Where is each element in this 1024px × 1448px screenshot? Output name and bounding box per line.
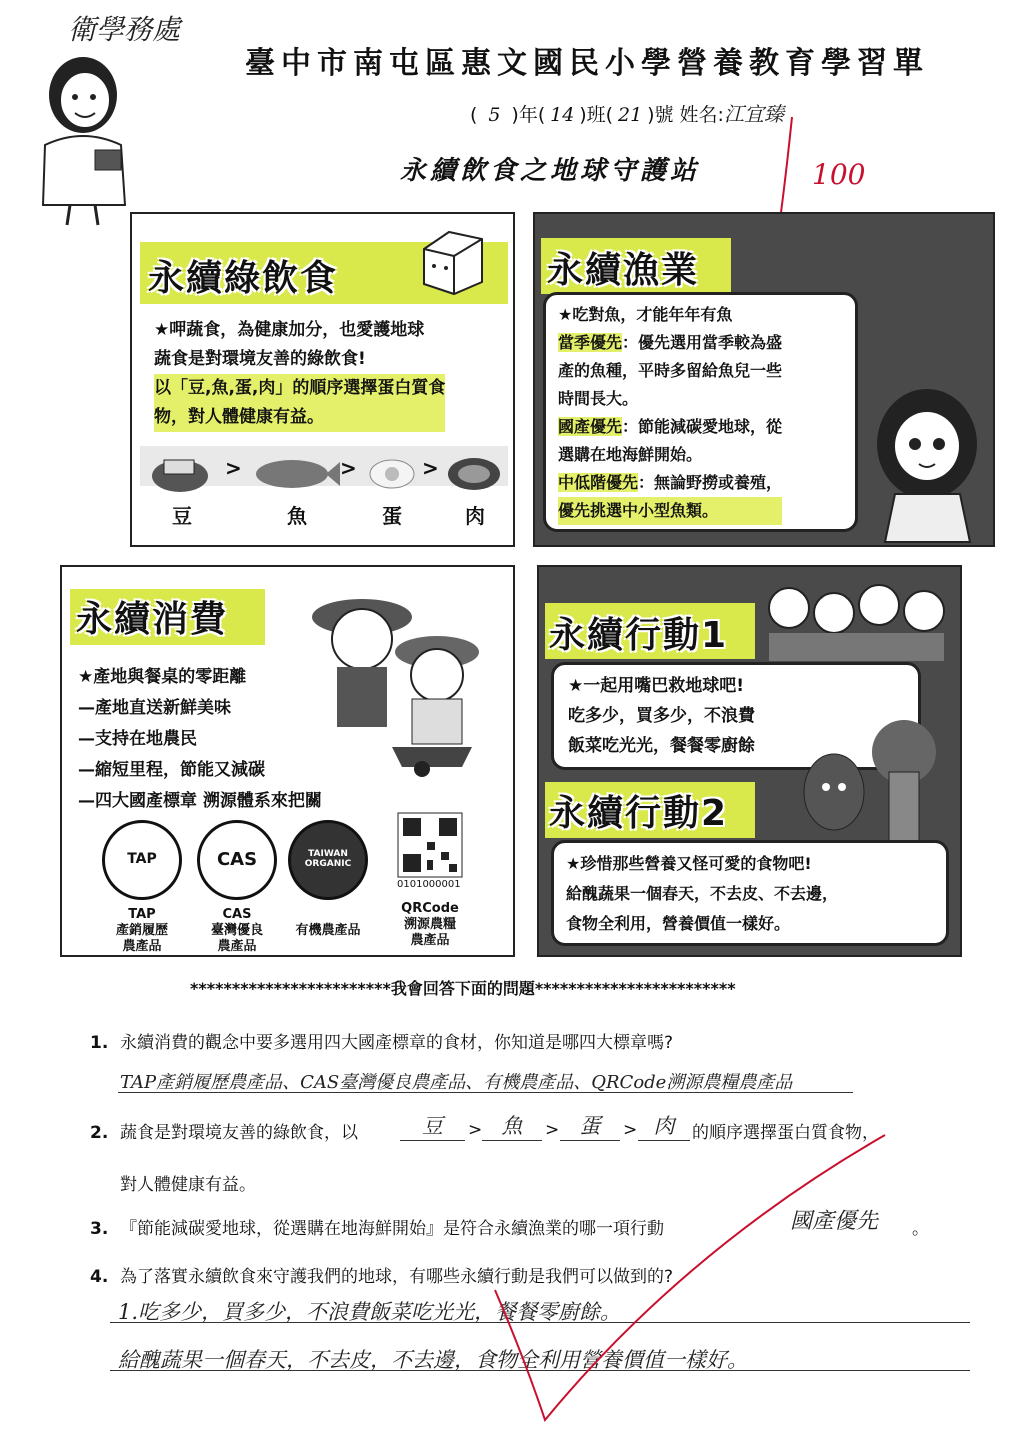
answer-2-blank-3: 蛋 [560,1110,620,1141]
question-1: 1. 永續消費的觀念中要多選用四大國產標章的食材，你知道是哪四大標章嗎? [90,1033,674,1053]
bean-icon [150,454,210,494]
cas-logo: CAS [197,820,277,900]
fish-icon [252,454,342,494]
worksheet-title: 臺中市南屯區惠文國民小學營養教育學習單 [245,46,929,81]
action1-title: 永續行動1 [549,615,729,656]
egg-icon [367,457,417,491]
action2-title: 永續行動2 [549,793,729,834]
seat-value: 21 [617,104,643,126]
answer-4-line-1: 1.吃多少，買多少，不浪費飯菜吃光光，餐餐零廚餘。 [118,1300,622,1324]
answer-1: TAP產銷履歷農產品、CAS臺灣優良農產品、有機農產品、QRCode溯源農糧農產品 [120,1072,793,1093]
qr-code-icon [397,812,463,878]
student-name: 江宜臻 [723,102,784,126]
office-stamp-text: 衛學務處 [68,13,181,46]
question-2: 2. 蔬食是對環境友善的綠飲食，以 [90,1123,358,1143]
answer-3: 國產優先 [790,1209,879,1234]
questions-divider: ************************我會回答下面的問題************************ [190,979,736,998]
consumption-title: 永續消費 [76,599,229,640]
panel-action [537,565,962,957]
name-label: 姓名: [679,104,724,126]
fishery-text: ★吃對魚，才能年年有魚 當季優先：優先選用當季較為盛 產的魚種，平時多留給魚兒一些 時間長大。 國產優先：節能減碳愛地球，從 選購在地海鮮開始。 中低階優先：無論野撈或養殖， 優先挑選中小型魚類。 [558,301,782,525]
grade-value: 5 [488,104,501,126]
answer-4-line-2: 給醜蔬果一個春天，不去皮，不去邊，食物全利用營養價值一樣好。 [118,1348,748,1372]
answer-2-blank-1: 豆 [400,1110,465,1141]
tap-logo: TAP [102,820,182,900]
green-diet-text: ★呷蔬食，為健康加分，也愛護地球 蔬食是對環境友善的綠飲食! 以「豆,魚,蛋,肉」的順序選擇蛋白質食 物，對人體健康有益。 [154,316,445,432]
organic-logo: TAIWAN ORGANIC [288,820,368,900]
panel-consumption: 永續消費 ★產地與餐桌的零距離 —產地直送新鮮美味 —支持在地農民 —縮短里程，節能又減碳 —四大國產標章 溯源體系來把關 TAP CAS TAIWAN ORGANIC 0101000001 TAP 產銷履歷 農產品 CAS 臺灣優良 農產品 有機農產品 QRCode 溯源農糧 農產品 [60,565,515,957]
action2-text: ★珍惜那些營養又怪可愛的食物吧! 給醜蔬果一個春天，不去皮、不去邊， 食物全利用，營養價值一樣好。 [566,854,839,933]
teacher-illustration [25,45,135,230]
action1-text: ★一起用嘴巴救地球吧! 吃多少，買多少，不浪費 飯菜吃光光，餐餐零廚餘 [568,676,755,756]
food-label-fish: 魚 [287,504,307,528]
question-3: 3. 『節能減碳愛地球，從選購在地海鮮開始』是符合永續漁業的哪一項行動 [90,1219,664,1239]
tofu-icon [414,224,489,299]
mermaid-illustration [865,384,990,544]
fishery-title: 永續漁業 [547,250,700,291]
question-4: 4. 為了落實永續飲食來守護我們的地球，有哪些永續行動是我們可以做到的? [90,1267,674,1287]
food-label-meat: 肉 [465,504,485,528]
consumption-text: ★產地與餐桌的零距離 —產地直送新鮮美味 —支持在地農民 —縮短里程，節能又減碳 —四大國產標章 溯源體系來把關 [78,667,322,811]
worksheet-subtitle: 永續飲食之地球守護站 [400,156,701,186]
class-value: 14 [550,104,575,126]
food-label-bean: 豆 [172,504,192,528]
panel-green-diet: 永續綠飲食 ★呷蔬食，為健康加分，也愛護地球 蔬食是對環境友善的綠飲食! 以「豆,魚,蛋,肉」的順序選擇蛋白質食 物，對人體健康有益。 > > > 豆 魚 蛋 肉 [130,212,515,547]
answer-2-blank-4: 肉 [638,1110,690,1141]
panel-fishery [533,212,995,547]
children-illustration [759,573,954,663]
red-check-mark [770,115,810,225]
red-check-mark-large [485,1130,905,1430]
green-diet-title: 永續綠飲食 [148,258,339,299]
qr-number: 0101000001 [397,879,461,890]
food-label-egg: 蛋 [382,504,402,528]
answer-2-blank-2: 魚 [482,1110,542,1141]
vegetable-characters-illustration [794,717,944,847]
meat-icon [444,454,504,494]
score-mark: 100 [812,158,866,191]
student-info-line: ( 5 )年( 14 )班( 21 )號 姓名:江宜臻 [470,102,784,126]
farmer-illustration [302,577,502,777]
